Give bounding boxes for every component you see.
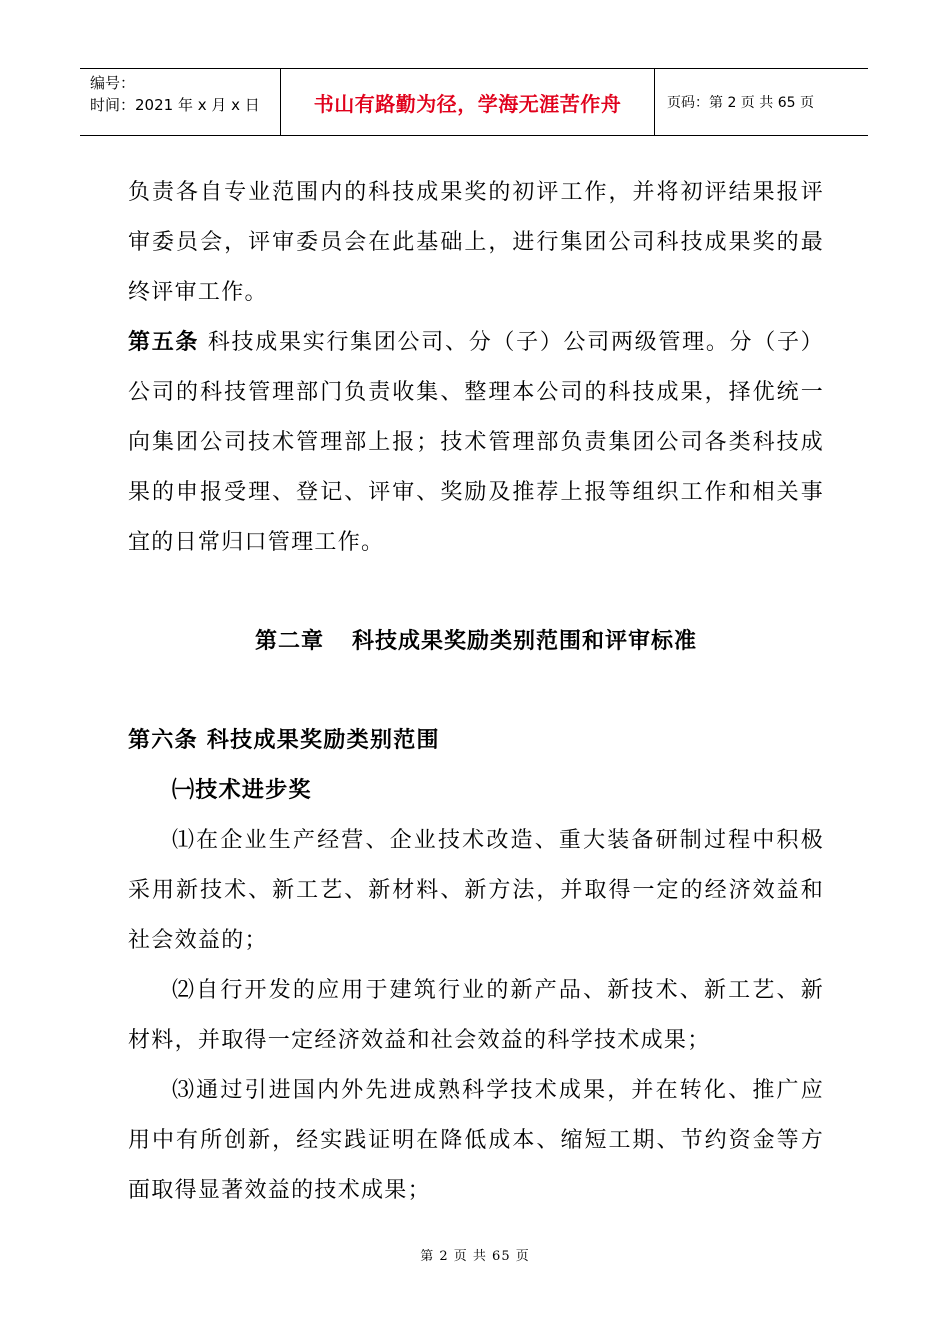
body-text: [128, 168, 824, 568]
article-5: [128, 318, 824, 568]
page-header: [80, 68, 868, 136]
article-5-text: 科技成果实行集团公司、分（子）公司两级管理。分（子）公司的科技管理部门负责收集、整理本公司的科技成果，择优统一向集团公司技术管理部上报；技术管理部负责集团公司各类科技成果的申报受理、登记、评审、奖励及推荐上报等组织工作和相关事宜的日常归口管理工作。: [128, 330, 824, 555]
header-meta: [80, 69, 281, 135]
paragraph-continued: 负责各自专业范围内的科技成果奖的初评工作，并将初评结果报评审委员会，评审委员会在此基础上，进行集团公司科技成果奖的最终评审工作。: [128, 180, 824, 305]
header-page-info: 页码：第 2 页 共 65 页: [667, 95, 814, 111]
chapter-number: 第二章: [254, 629, 324, 654]
document-number-label: 编号：: [90, 74, 136, 92]
chapter-heading: [128, 617, 824, 667]
page-footer: 第 2 页 共 65 页: [420, 1249, 530, 1264]
subheading-tech-progress: ㈠技术进步奖: [172, 778, 312, 803]
chapter-title: 科技成果奖励类别范围和评审标准: [352, 629, 698, 654]
article-5-label: 第五条: [128, 330, 200, 355]
article-6-heading: 第六条 科技成果奖励类别范围: [128, 728, 440, 753]
document-date: 时间：2021 年 x 月 x 日: [90, 96, 260, 114]
list-item: ⑴在企业生产经营、企业技术改造、重大装备研制过程中积极采用新技术、新工艺、新材料、新方法，并取得一定的经济效益和社会效益的；: [128, 828, 824, 953]
section-body: [128, 716, 824, 1216]
list-item: ⑵自行开发的应用于建筑行业的新产品、新技术、新工艺、新材料，并取得一定经济效益和社会效益的科学技术成果；: [128, 978, 824, 1053]
list-item: ⑶通过引进国内外先进成熟科学技术成果，并在转化、推广应用中有所创新，经实践证明在降低成本、缩短工期、节约资金等方面取得显著效益的技术成果；: [128, 1078, 824, 1203]
header-motto: 书山有路勤为径，学海无涯苦作舟: [281, 69, 655, 135]
